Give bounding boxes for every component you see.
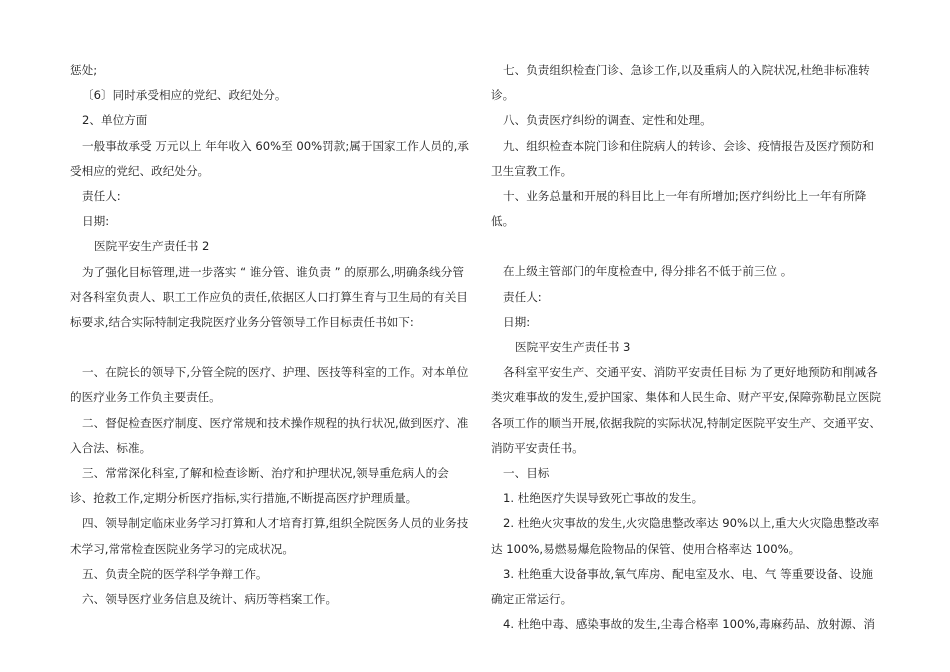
list-item: 三、常常深化科室,了解和检查诊断、治疗和护理状况,领导重危病人的会诊、抢救工作,定期分析医疗指标,实行措施,不断提高医疗护理质量。 (70, 466, 449, 506)
date-label: 日期: (503, 314, 531, 329)
document-title: 医院平安生产责任书 2 (94, 239, 210, 254)
blank-line (491, 234, 881, 259)
left-column (70, 58, 470, 612)
right-column (491, 58, 881, 637)
list-item: 七、负责组织检查门诊、急诊工作,以及重病人的入院状况,杜绝非标准转诊。 (491, 63, 870, 103)
date-label: 日期: (82, 214, 110, 229)
responsible-person-label: 责任人: (82, 189, 121, 204)
document-title: 医院平安生产责任书 3 (515, 340, 631, 355)
list-item: 3. 杜绝重大设备事故,氧气库房、配电室及水、电、气 等重要设备、设施确定正常运行。 (491, 566, 873, 607)
list-item: 2. 杜绝火灾事故的发生,火灾隐患整改率达 90%以上,重大火灾隐患整改率达 100%,易燃易爆危险物品的保管、使用合格率达 100%。 (491, 516, 880, 556)
list-item: 十、业务总量和开展的科目比上一年有所增加;医疗纠纷比上一年有所降低。 (491, 189, 867, 229)
list-item: 二、督促检查医疗制度、医疗常规和技术操作规程的执行状况,做到医疗、准入合法、标准。 (70, 415, 469, 455)
paragraph: 一般事故承受 万元以上 年年收入 60%至 00%罚款;属于国家工作人员的,承受相应的党纪、政纪处分。 (70, 138, 469, 178)
paragraph: 为了强化目标管理,进一步落实 “ 谁分管、谁负责 ” 的原那么,明确条线分管对各科室负责人、职工工作应负的责任,依据区人口打算生育与卫生局的有关目标要求,结合实际特制定我院医疗业务分管领导工作目标责任书如下: (70, 264, 468, 330)
section-heading: 一、目标 (503, 466, 550, 481)
list-item: 五、负责全院的医学科学争辩工作。 (82, 566, 268, 581)
list-item: 四、领导制定临床业务学习打算和人才培育打算,组织全院医务人员的业务技术学习,常常检查医院业务学习的完成状况。 (70, 516, 469, 556)
paragraph: 各科室平安生产、交通平安、消防平安责任目标 为了更好地预防和削减各类灾难事故的发生,爱护国家、集体和人民生命、财产平安,保障弥勒昆立医院各项工作的顺当开展,依据我院的实际状况,特制定医院平安生产、交通平安、消防平安责任书。 (491, 365, 881, 455)
paragraph: 在上级主管部门的年度检查中, 得分排名不低于前三位 。 (503, 264, 793, 279)
list-item: 一、在院长的领导下,分管全院的医疗、护理、医技等科室的工作。对本单位的医疗业务工作负主要责任。 (70, 365, 469, 405)
section-heading: 2、单位方面 (82, 113, 148, 128)
responsible-person-label: 责任人: (503, 289, 542, 304)
list-item: 六、领导医疗业务信息及统计、病历等档案工作。 (82, 592, 338, 607)
list-item: 八、负责医疗纠纷的调查、定性和处理。 (503, 113, 712, 128)
list-item: 4. 杜绝中毒、感染事故的发生,尘毒合格率 100%,毒麻药品、放射源、消 (503, 617, 875, 632)
list-item: 九、组织检查本院门诊和住院病人的转诊、会诊、疫情报告及医疗预防和卫生宣教工作。 (491, 138, 875, 178)
list-item: 1. 杜绝医疗失误导致死亡事故的发生。 (503, 491, 704, 506)
blank-line (70, 335, 470, 360)
paragraph: 〔6〕同时承受相应的党纪、政纪处分。 (82, 88, 287, 103)
paragraph: 惩处; (70, 63, 98, 77)
